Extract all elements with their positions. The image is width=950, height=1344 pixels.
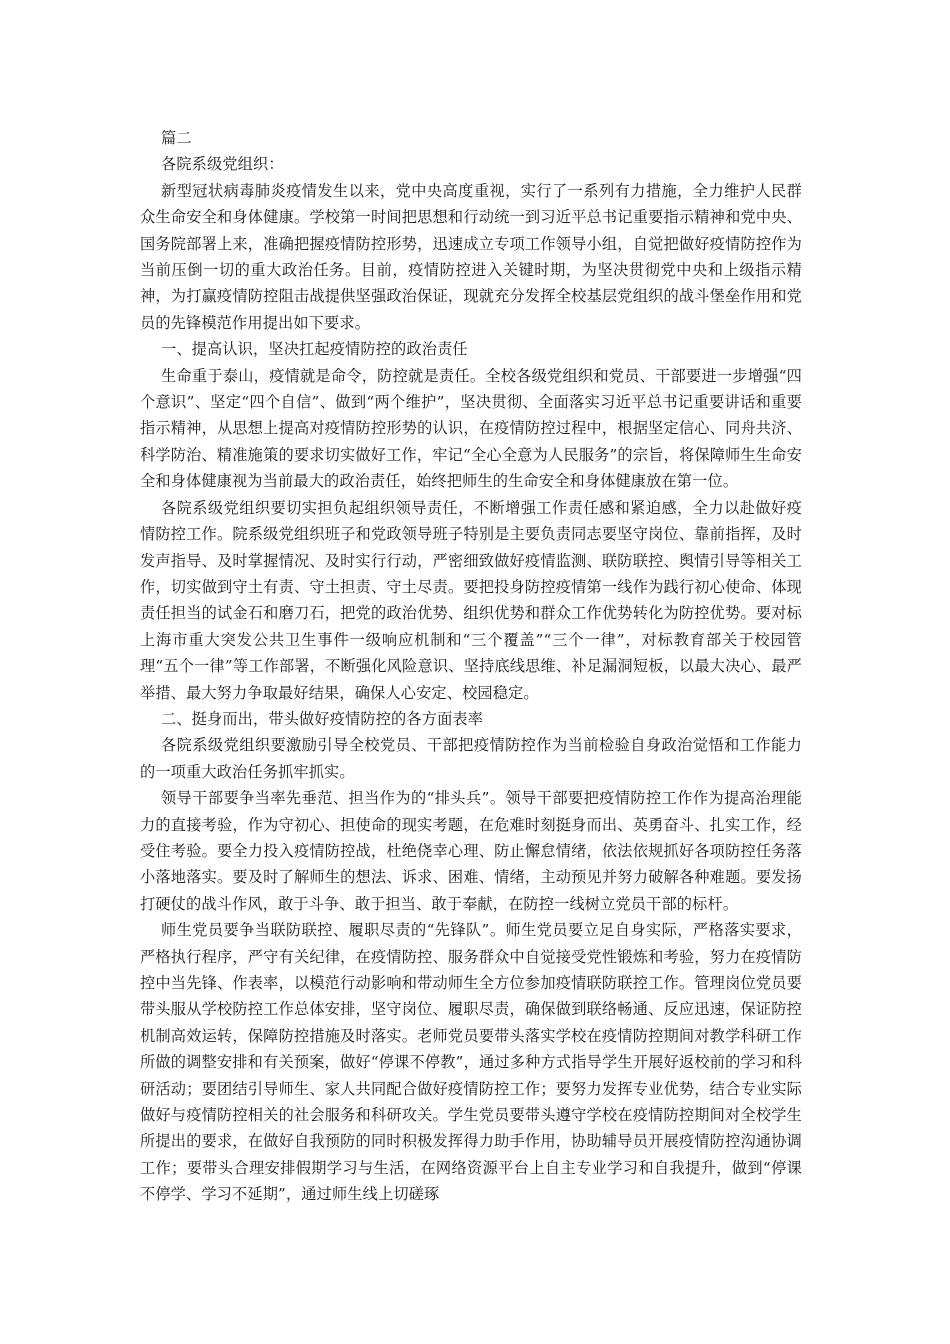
paragraph-section1-a: 生命重于泰山，疫情就是命令，防控就是责任。全校各级党组织和党员、干部要进一步增强“四个意识”、坚定“四个自信”、做到“两个维护”，坚决贯彻、全面落实习近平总书记重要讲话和重要指示精神，从思想上提高对疫情防控形势的认识，在疫情防控过程中，根据坚定信心、同舟共济、科学防治、精准施策的要求切实做好工作，牢记“全心全意为人民服务”的宗旨，将保障师生生命安全和身体健康视为当前最大的政治责任，始终把师生的生命安全和身体健康放在第一位。: [140, 366, 802, 491]
section-heading-1: 一、提高认识，坚决扛起疫情防控的政治责任: [161, 340, 468, 359]
paragraph-intro: 新型冠状病毒肺炎疫情发生以来，党中央高度重视，实行了一系列有力措施，全力维护人民群众生命安全和身体健康。学校第一时间把思想和行动统一到习近平总书记重要指示精神和党中央、国务院部署上来，准确把握疫情防控形势，迅速成立专项工作领导小组，自觉把做好疫情防控作为当前压倒一切的重大政治任务。目前，疫情防控进入关键时期，为坚决贯彻党中央和上级指示精神，为打赢疫情防控阻击战提供坚强政治保证，现就充分发挥全校基层党组织的战斗堡垒作用和党员的先锋模范作用提出如下要求。: [140, 181, 802, 332]
document-body: [140, 125, 802, 1208]
paragraph-section1-b: 各院系级党组织要切实担负起组织领导责任，不断增强工作责任感和紧迫感，全力以赴做好疫情防控工作。院系级党组织班子和党政领导班子特别是主要负责同志要坚守岗位、靠前指挥，及时发声指导、及时掌握情况、及时实行行动，严密细致做好疫情监测、联防联控、舆情引导等相关工作，切实做到守土有责、守土担责、守土尽责。要把投身防控疫情第一线作为践行初心使命、体现责任担当的试金石和磨刀石，把党的政治优势、组织优势和群众工作优势转化为防控优势。要对标上海市重大突发公共卫生事件一级响应机制和“三个覆盖”“三个一律”，对标教育部关于校园管理“五个一律”等工作部署，不断强化风险意识、坚持底线思维、补足漏洞短板，以最大决心、最严举措、最大努力争取最好结果，确保人心安定、校园稳定。: [140, 498, 802, 702]
paragraph-section2-a: 各院系级党组织要激励引导全校党员、干部把疫情防控作为当前检验自身政治觉悟和工作能力的一项重大政治任务抓牢抓实。: [140, 736, 802, 781]
document-heading: 篇二: [161, 129, 192, 147]
section-heading-2: 二、挺身而出，带头做好疫情防控的各方面表率: [161, 709, 484, 728]
salutation: 各院系级党组织：: [161, 155, 284, 174]
paragraph-section2-b: 领导干部要争当率先垂范、担当作为的“排头兵”。领导干部要把疫情防控工作作为提高治理能力的直接考验，作为守初心、担使命的现实考题，在危难时刻挺身而出、英勇奋斗、扎实工作，经受住考验。要全力投入疫情防控战，杜绝侥幸心理、防止懈怠情绪，依法依规抓好各项防控任务落小落地落实。要及时了解师生的想法、诉求、困难、情绪，主动预见并努力破解各种难题。要发扬打硬仗的战斗作风，敢于斗争、敢于担当、敢于奉献，在防控一线树立党员干部的标杆。: [140, 789, 802, 913]
paragraph-section2-c: 师生党员要争当联防联控、履职尽责的“先锋队”。师生党员要立足自身实际，严格落实要求，严格执行程序，严守有关纪律，在疫情防控、服务群众中自觉接受党性锻炼和考验，努力在疫情防控中当先锋、作表率，以模范行动影响和带动师生全方位参加疫情联防联控工作。管理岗位党员要带头服从学校防控工作总体安排，坚守岗位、履职尽责，确保做到联络畅通、反应迅速，保证防控机制高效运转，保障防控措施及时落实。老师党员要带头落实学校在疫情防控期间对教学科研工作所做的调整安排和有关预案，做好“停课不停教”，通过多种方式指导学生开展好返校前的学习和科研活动；要团结引导师生、家人共同配合做好疫情防控工作；要努力发挥专业优势，结合专业实际做好与疫情防控相关的社会服务和科研攻关。学生党员要带头遵守学校在疫情防控期间对全校学生所提出的要求，在做好自我预防的同时积极发挥得力助手作用，协助辅导员开展疫情防控沟通协调工作；要带头合理安排假期学习与生活，在网络资源平台上自主专业学习和自我提升，做到“停课不停学、学习不延期”，通过师生线上切磋琢: [140, 921, 802, 1204]
